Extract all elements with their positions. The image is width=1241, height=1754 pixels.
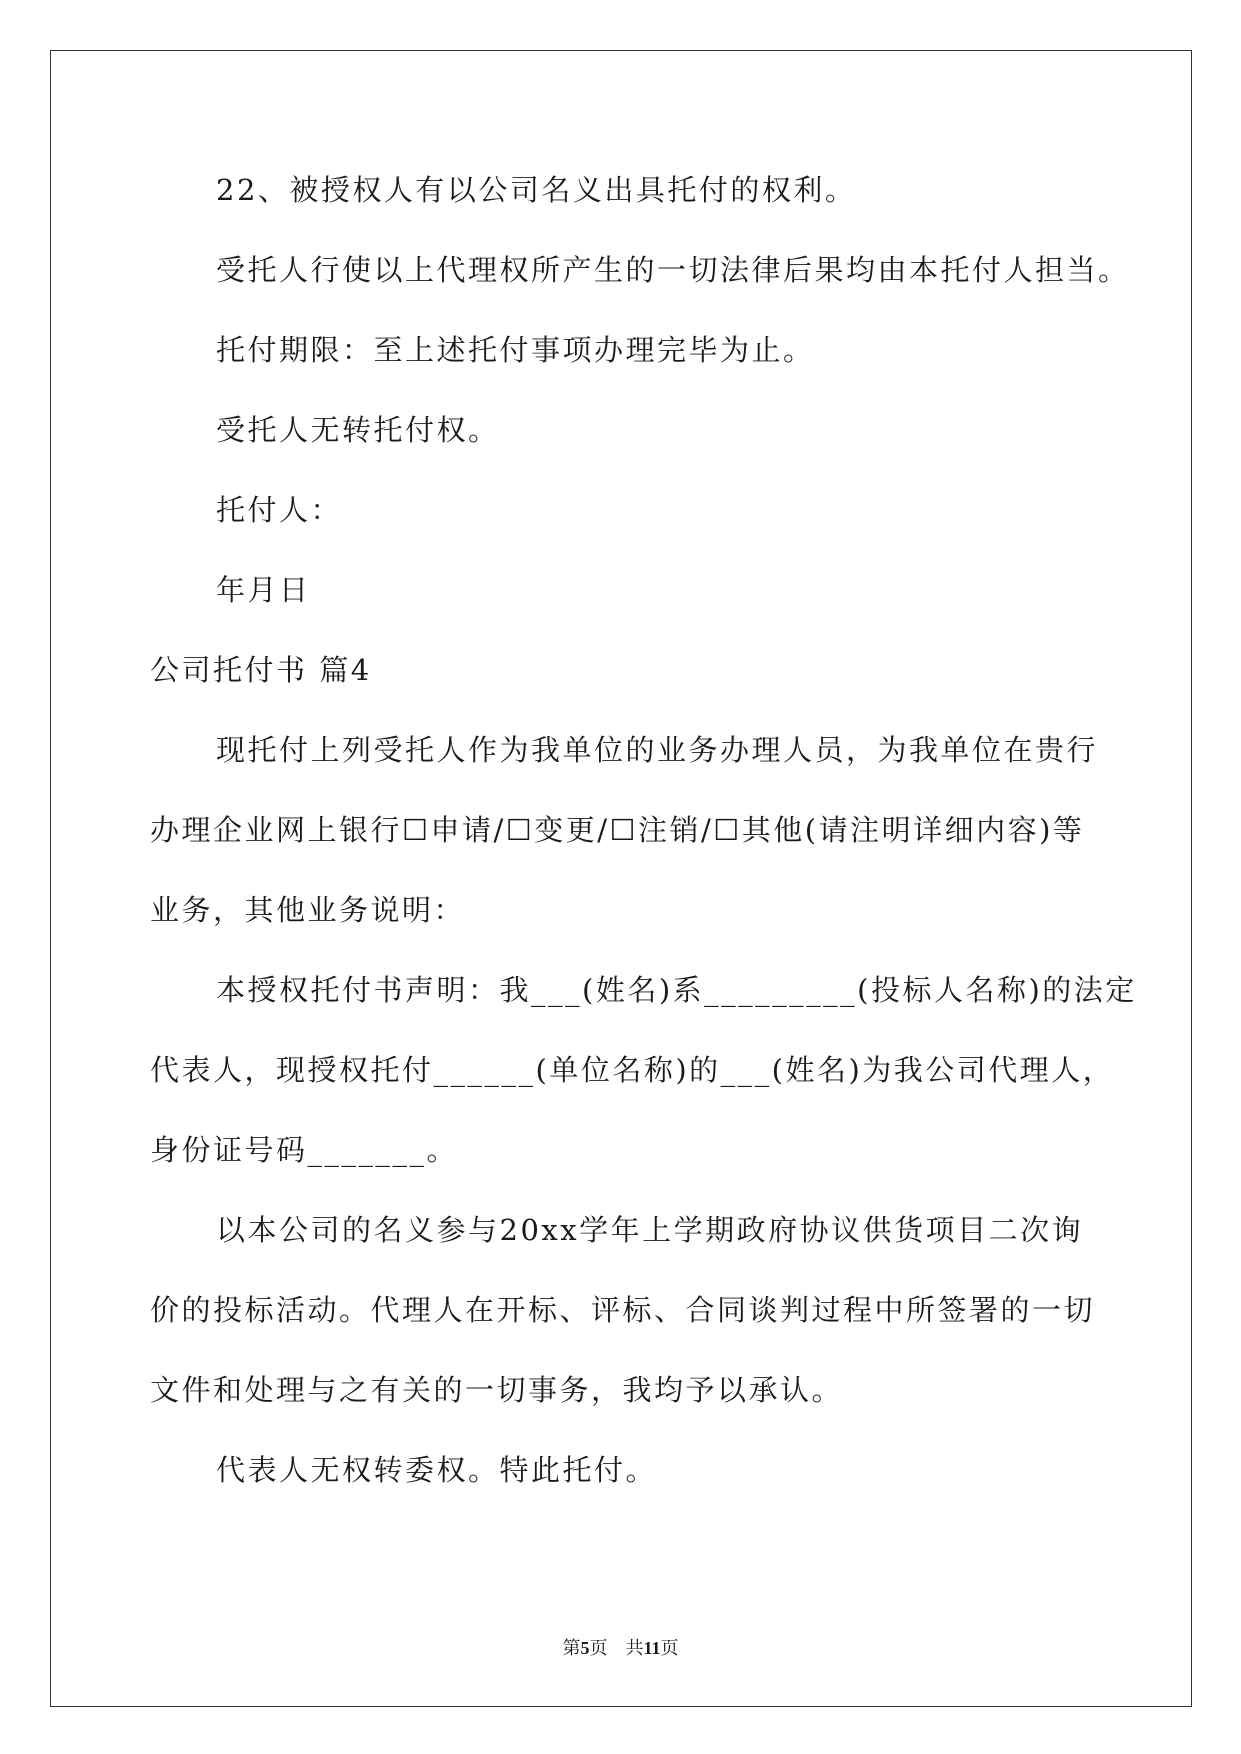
paragraph-line: 身份证号码_______。	[150, 1133, 459, 1167]
paragraph-line: 业务，其他业务说明：	[150, 893, 466, 927]
date-label: 年月日	[216, 573, 311, 607]
paragraph-line: 文件和处理与之有关的一切事务，我均予以承认。	[150, 1373, 844, 1407]
paragraph-line: 代表人，现授权托付______(单位名称)的___(姓名)为我公司代理人，	[150, 1053, 1115, 1087]
signature-label: 托付人：	[216, 493, 343, 527]
paragraph-line: 价的投标活动。代理人在开标、评标、合同谈判过程中所签署的一切	[150, 1293, 1096, 1327]
footer-mid: 页 共	[589, 1638, 644, 1659]
paragraph-line: 22、被授权人有以公司名义出具托付的权利。	[216, 173, 857, 207]
paragraph-line: 托付期限：至上述托付事项办理完毕为止。	[216, 333, 815, 367]
paragraph-line: 办理企业网上银行☐申请/☐变更/☐注销/☐其他(请注明详细内容)等	[150, 813, 1085, 847]
current-page-number: 5	[580, 1638, 590, 1658]
footer-prefix: 第	[562, 1638, 581, 1659]
paragraph-line: 本授权托付书声明：我___(姓名)系_________(投标人名称)的法定	[216, 973, 1137, 1007]
paragraph-line: 以本公司的名义参与20xx学年上学期政府协议供货项目二次询	[216, 1213, 1084, 1247]
section-heading: 公司托付书 篇4	[150, 653, 372, 687]
page-footer	[0, 1636, 1241, 1661]
paragraph-line: 受托人无转托付权。	[216, 413, 500, 447]
paragraph-line: 受托人行使以上代理权所产生的一切法律后果均由本托付人担当。	[216, 253, 1130, 287]
footer-suffix: 页	[660, 1638, 679, 1659]
total-page-count: 11	[643, 1638, 661, 1658]
paragraph-line: 代表人无权转委权。特此托付。	[216, 1453, 658, 1487]
paragraph-line: 现托付上列受托人作为我单位的业务办理人员，为我单位在贵行	[216, 733, 1099, 767]
